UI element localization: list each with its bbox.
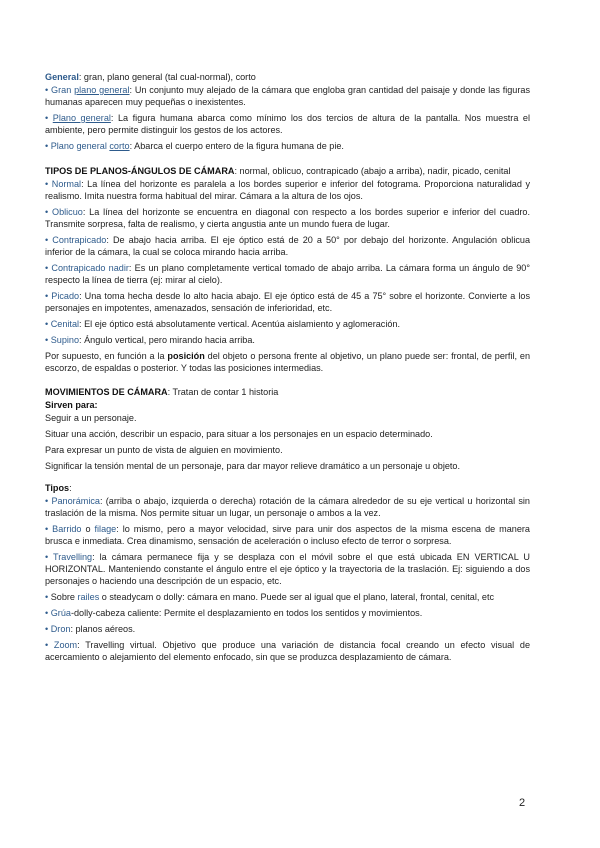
term: Cenital bbox=[50, 319, 80, 329]
item-text: : Es un plano completamente vertical tomado de abajo arriba. La cámara forma un ángulo de 90° respecto la línea de tierra (ej: mirar al cielo). bbox=[45, 263, 530, 285]
document-page bbox=[45, 71, 530, 667]
item-text: : Travelling virtual. Objetivo que produce una variación de distancia focal creando un efecto visual de acercamiento o alejamiento del elemento enfocado, sin que se produzca desplazamiento de cámara. bbox=[45, 640, 531, 662]
term: Supino bbox=[50, 335, 80, 345]
item-text: : lo mismo, pero a mayor velocidad, sirve para unir dos aspectos de la misma escena de manera brusca e inmediata. Crea dinamismo, sensación de aceleración o incluso efecto de terror o sorpresa. bbox=[45, 524, 530, 546]
bullet-icon: • bbox=[45, 113, 49, 123]
bullet-icon: • bbox=[45, 524, 49, 534]
mov-travelling bbox=[45, 551, 530, 587]
bullet-icon: • bbox=[45, 496, 49, 506]
term: Contrapicado bbox=[52, 235, 107, 245]
bullet-icon: • bbox=[45, 179, 49, 189]
term: Zoom bbox=[53, 640, 78, 650]
angulo-nadir bbox=[45, 262, 530, 286]
text: Por supuesto, en función a la bbox=[45, 351, 168, 361]
sirven-item: Situar una acción, describir un espacio, para situar a los personajes en un espacio determinado. bbox=[45, 429, 433, 439]
general-item-plano bbox=[45, 112, 530, 136]
angulo-oblicuo bbox=[45, 206, 530, 230]
general-item-corto bbox=[45, 140, 530, 152]
text: o bbox=[81, 524, 95, 534]
item-text: o steadycam o dolly: cámara en mano. Puede ser al igual que el plano, lateral, frontal, cenital, etc bbox=[99, 592, 495, 602]
bullet-icon: • bbox=[45, 141, 49, 151]
term: Normal bbox=[51, 179, 82, 189]
term-prefix: Plano general bbox=[50, 141, 110, 151]
angulo-normal bbox=[45, 178, 530, 202]
bullet-icon: • bbox=[45, 263, 49, 273]
text: del objeto o persona frente al objetivo, un plano puede ser: frontal, de perfil, en escorzo, de espaldas o posterior. Y todas las posiciones intermedias. bbox=[45, 351, 530, 373]
mov-barrido bbox=[45, 523, 530, 547]
bold-term: posición bbox=[167, 351, 205, 361]
tipos-label: Tipos bbox=[45, 483, 70, 493]
posicion-paragraph bbox=[45, 350, 530, 374]
bullet-icon: • bbox=[45, 207, 49, 217]
sirven-item: Seguir a un personaje. bbox=[45, 413, 137, 423]
angulo-contrapicado bbox=[45, 234, 530, 258]
term: Contrapicado nadir bbox=[51, 263, 129, 273]
term-link[interactable]: Plano general bbox=[52, 113, 111, 123]
item-text: -dolly-cabeza caliente: Permite el desplazamiento en todos los sentidos y movimientos. bbox=[70, 608, 423, 618]
tipos-planos-heading-line bbox=[45, 165, 530, 177]
text: Sobre bbox=[50, 592, 78, 602]
term: Grúa bbox=[50, 608, 71, 618]
mov-panoramica bbox=[45, 495, 530, 519]
spacer bbox=[45, 156, 530, 165]
term: Dron bbox=[50, 624, 71, 634]
bullet-icon: • bbox=[45, 552, 49, 562]
tipos-heading bbox=[45, 482, 530, 494]
spacer bbox=[45, 378, 530, 386]
tipos-planos-tail: : normal, oblicuo, contrapicado (abajo a arriba), nadir, picado, cenital bbox=[234, 166, 511, 176]
angulo-picado bbox=[45, 290, 530, 314]
term: Barrido bbox=[52, 524, 82, 534]
sirven-heading bbox=[45, 399, 530, 411]
mov-zoom bbox=[45, 639, 530, 663]
item-text: : planos aéreos. bbox=[70, 624, 136, 634]
movimientos-heading-line bbox=[45, 386, 530, 398]
page-number: 2 bbox=[519, 797, 526, 809]
angulo-supino bbox=[45, 334, 530, 346]
item-text: : De abajo hacia arriba. El eje óptico está de 20 a 50° por debajo del horizonte. Angulación oblicua inferior de la cámara, la cual se coloca mirando hacia arriba. bbox=[45, 235, 531, 257]
bullet-icon: • bbox=[45, 640, 49, 650]
sirven-item: Para expresar un punto de vista de alguien en movimiento. bbox=[45, 445, 283, 455]
term-prefix: Gran bbox=[51, 85, 75, 95]
bullet-icon: • bbox=[45, 291, 49, 301]
item-text: : La figura humana abarca como mínimo los dos tercios de altura de la pantalla. Nos muestra el ambiente, pero permite distinguir los gestos de los actores. bbox=[45, 113, 531, 135]
bullet-icon: • bbox=[45, 235, 49, 245]
angulo-cenital bbox=[45, 318, 530, 330]
item-text: : la cámara permanece fija y se desplaza con el móvil sobre el que está ubicada EN VERTICAL U HORIZONTAL. Manteniendo constante el ángulo entre el eje óptico y la trayectoria de la traslación. Ej: siguiendo a dos personajes o haciendo una descripción de un espacio, etc. bbox=[45, 552, 530, 586]
bullet-icon: • bbox=[45, 319, 49, 329]
general-heading-tail: : gran, plano general (tal cual-normal), corto bbox=[78, 72, 256, 82]
general-item-gran bbox=[45, 84, 530, 108]
bullet-icon: • bbox=[45, 608, 49, 618]
movimientos-tail: : Tratan de contar 1 historia bbox=[167, 387, 279, 397]
item-text: : Ángulo vertical, pero mirando hacia arriba. bbox=[79, 335, 255, 345]
sirven-label: Sirven para: bbox=[45, 400, 98, 410]
term: railes bbox=[77, 592, 100, 602]
item-text: : Una toma hecha desde lo alto hacia abajo. El eje óptico está de 45 a 75° sobre el horizonte. Convierte a los personajes en impotentes, amenazados, sensación de inferioridad, etc. bbox=[45, 291, 530, 313]
bullet-icon: • bbox=[45, 592, 49, 602]
mov-grua bbox=[45, 607, 530, 619]
general-heading: General bbox=[45, 72, 79, 82]
term: filage bbox=[94, 524, 117, 534]
item-text: : Un conjunto muy alejado de la cámara que engloba gran cantidad del paisaje y donde las figuras humanas aparecen muy pequeñas o inexistentes. bbox=[45, 85, 530, 107]
movimientos-heading: MOVIMIENTOS DE CÁMARA bbox=[45, 387, 168, 397]
term-link[interactable]: corto bbox=[109, 141, 130, 151]
tipos-planos-heading: TIPOS DE PLANOS-ÁNGULOS DE CÁMARA bbox=[45, 166, 235, 176]
tipos-tail: : bbox=[69, 483, 72, 493]
term: Panorámica bbox=[51, 496, 100, 506]
term: Oblicuo bbox=[52, 207, 83, 217]
sirven-item: Significar la tensión mental de un personaje, para dar mayor relieve dramático a un personaje u objeto. bbox=[45, 461, 461, 471]
mov-railes bbox=[45, 591, 530, 603]
item-text: : Abarca el cuerpo entero de la figura humana de pie. bbox=[129, 141, 344, 151]
term: Travelling bbox=[53, 552, 93, 562]
item-text: : La línea del horizonte se encuentra en diagonal con respecto a los bordes superior e inferior del cuadro. Transmite sorpresa, falta de realismo, y cierta angustia ante un mundo fuera de lugar. bbox=[45, 207, 531, 229]
bullet-icon: • bbox=[45, 624, 49, 634]
general-heading-line bbox=[45, 71, 530, 83]
item-text: : El eje óptico está absolutamente vertical. Acentúa aislamiento y aglomeración. bbox=[79, 319, 401, 329]
item-text: : (arriba o abajo, izquierda o derecha) rotación de la cámara alrededor de su eje vertical u horizontal sin traslación de la misma. Nos permite situar un lugar, un personaje o ambos a la vez. bbox=[45, 496, 530, 518]
bullet-icon: • bbox=[45, 335, 49, 345]
term-link[interactable]: plano general bbox=[74, 85, 130, 95]
bullet-icon: • bbox=[45, 85, 49, 95]
item-text: : La línea del horizonte es paralela a los bordes superior e inferior del fotograma. Proporciona naturalidad y realismo. Imita nuestra forma habitual del mirar. Cámara a la altura de los ojos. bbox=[45, 179, 530, 201]
term: Picado bbox=[51, 291, 80, 301]
mov-dron bbox=[45, 623, 530, 635]
